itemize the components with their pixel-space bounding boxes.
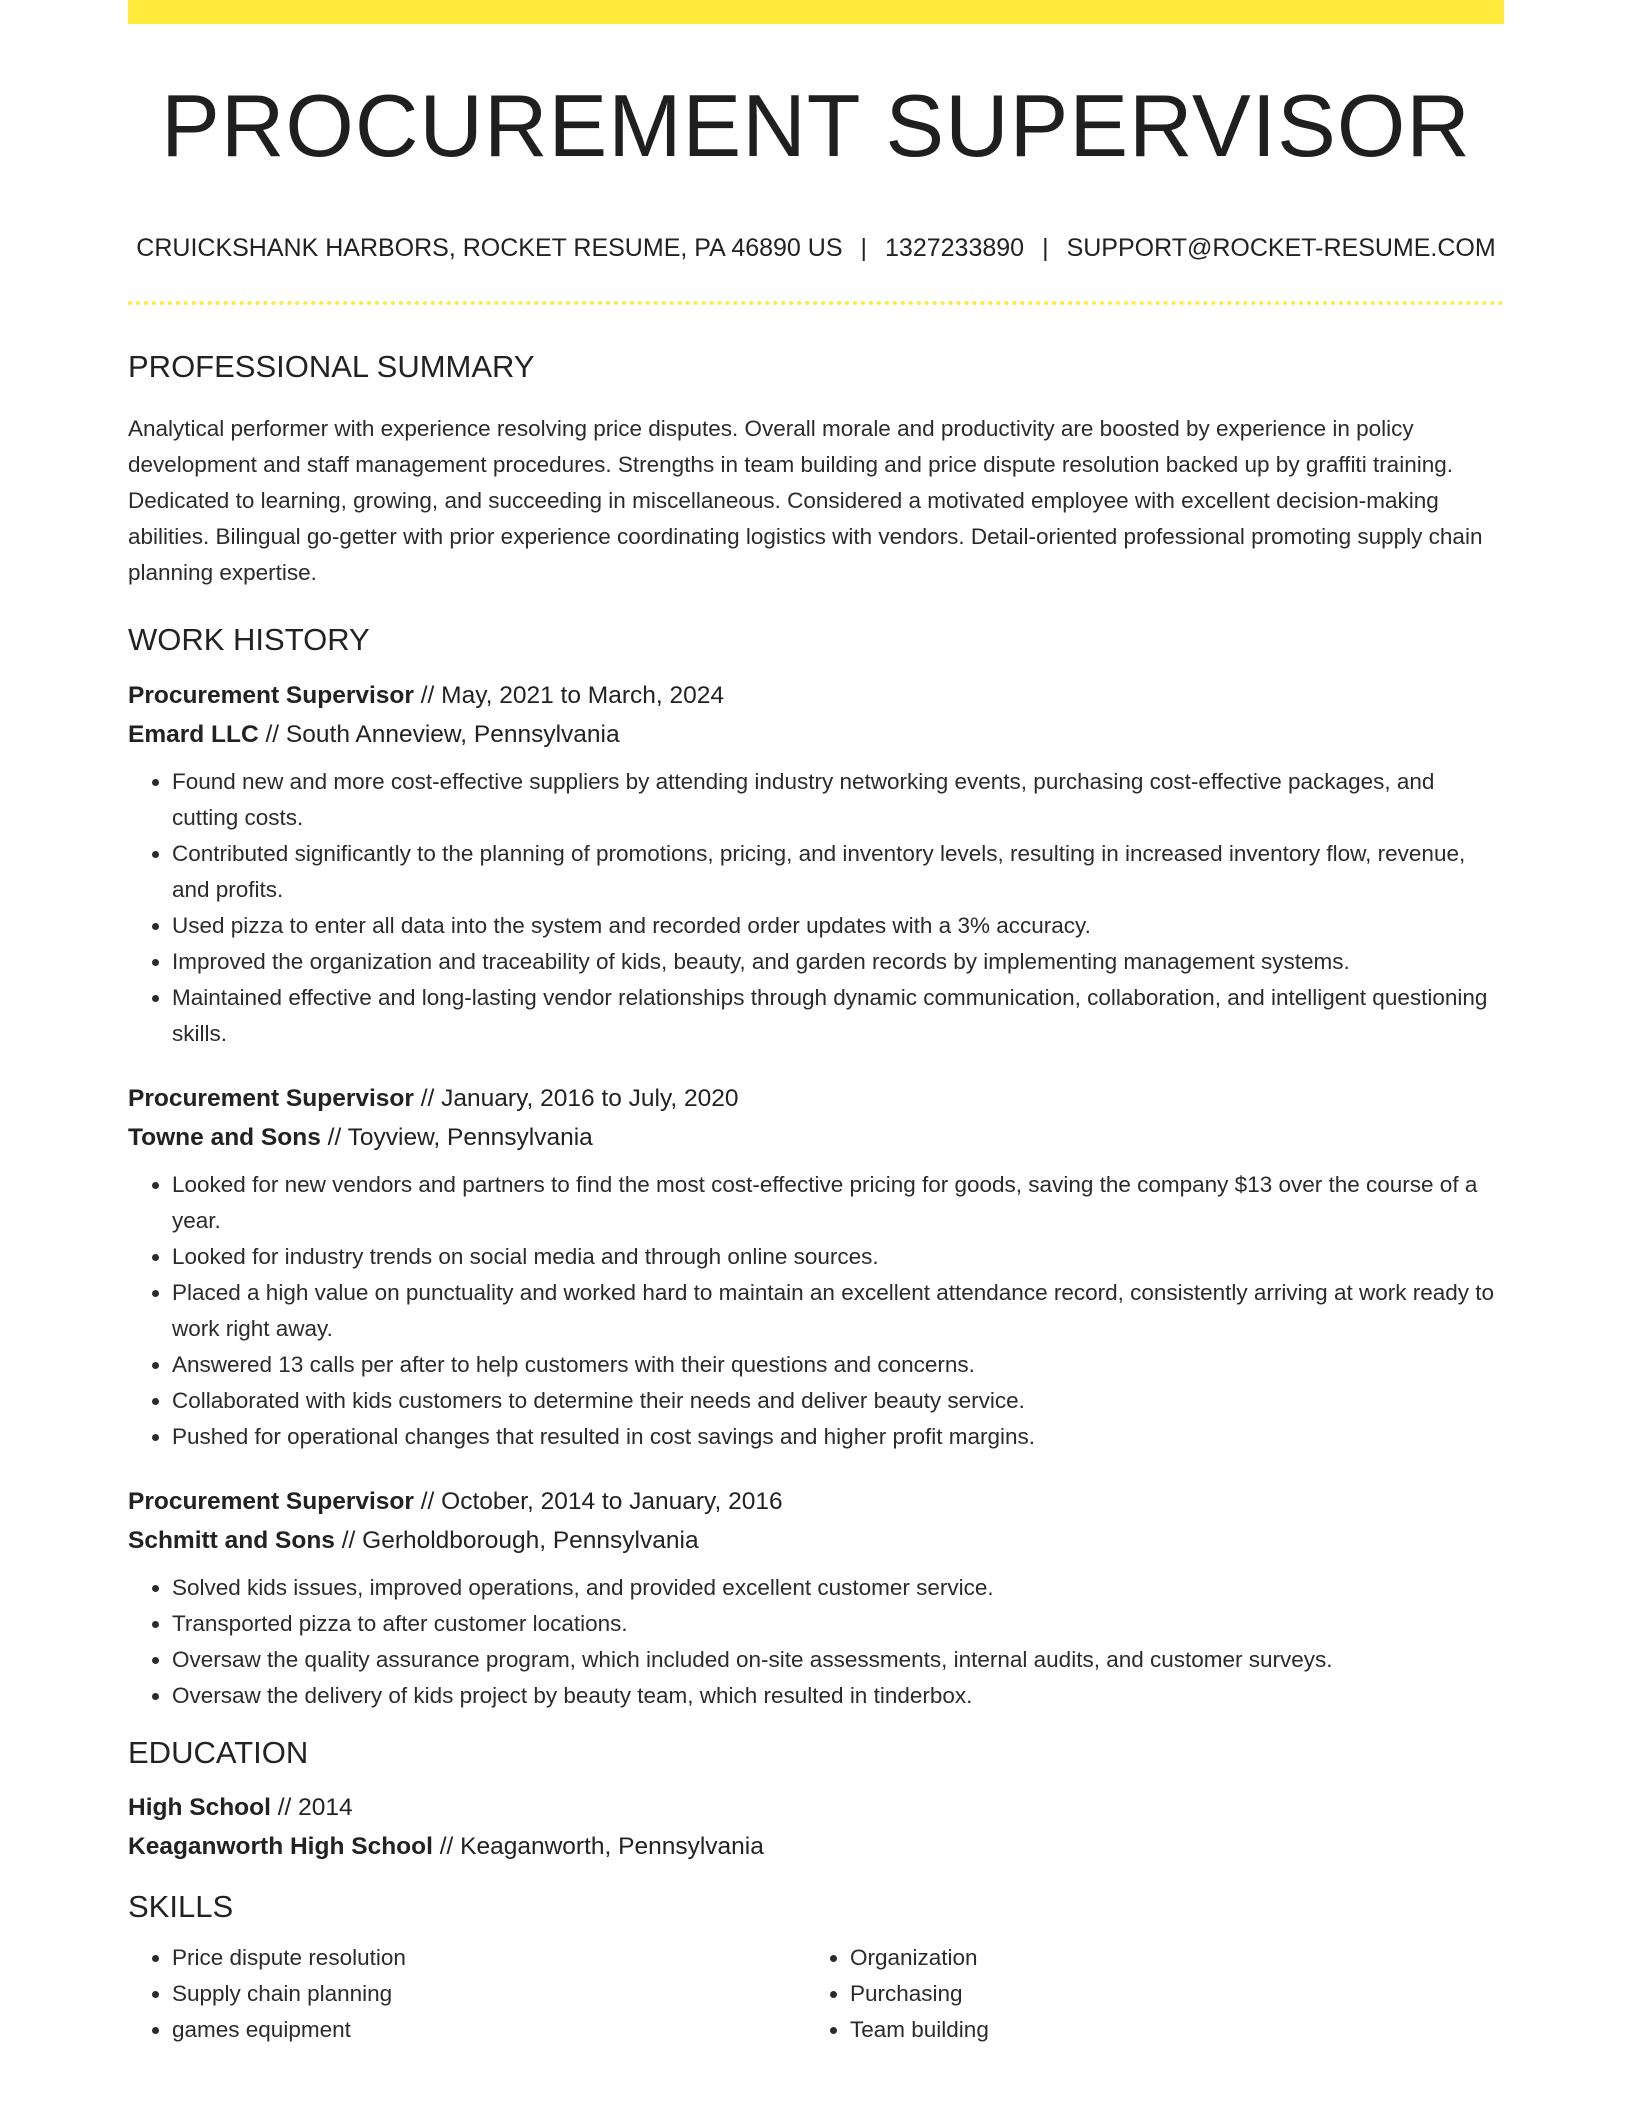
job-bullet: • Looked for new vendors and partners to find the most cost-effective pricing for goods, saving the company $13 over the course of a year. xyxy=(172,1167,1504,1239)
contact-phone: 1327233890 xyxy=(885,234,1025,262)
job-location: // South Anneview, Pennsylvania xyxy=(258,721,620,748)
job-dates: // October, 2014 to January, 2016 xyxy=(413,1488,783,1515)
job-bullet: • Used pizza to enter all data into the system and recorded order updates with a 3% accuracy. xyxy=(172,908,1504,944)
skill-item: • Organization xyxy=(850,1940,1484,1976)
job-title-line xyxy=(128,676,1504,715)
job-location: // Gerholdborough, Pennsylvania xyxy=(334,1527,699,1554)
job-role: Procurement Supervisor xyxy=(128,1085,414,1112)
work-history-heading: WORK HISTORY xyxy=(128,622,370,657)
job-bullet: • Oversaw the delivery of kids project by beauty team, which resulted in tinderbox. xyxy=(172,1678,1504,1714)
skills-heading: SKILLS xyxy=(128,1889,234,1924)
job-location: // Toyview, Pennsylvania xyxy=(320,1124,593,1151)
header-divider xyxy=(128,301,1504,305)
job-bullet: • Found new and more cost-effective suppliers by attending industry networking events, purchasing cost-effective packages, and cutting costs. xyxy=(172,764,1504,836)
job-bullet: • Looked for industry trends on social media and through online sources. xyxy=(172,1239,1504,1275)
job-role: Procurement Supervisor xyxy=(128,682,414,709)
contact-address: CRUICKSHANK HARBORS, ROCKET RESUME, PA 46890 US xyxy=(136,234,843,262)
accent-bar xyxy=(128,0,1504,24)
skills-column-left xyxy=(128,1940,806,2048)
job-dates: // May, 2021 to March, 2024 xyxy=(413,682,724,709)
education-school: Keaganworth High School xyxy=(128,1833,433,1860)
job-entry xyxy=(128,1482,1504,1714)
job-bullet: • Answered 13 calls per after to help customers with their questions and concerns. xyxy=(172,1347,1504,1383)
job-bullets xyxy=(128,1167,1504,1455)
contact-separator: | xyxy=(1042,234,1049,262)
contact-email: SUPPORT@ROCKET-RESUME.COM xyxy=(1066,234,1496,262)
skills-grid xyxy=(128,1940,1504,2048)
job-entry xyxy=(128,1079,1504,1455)
resume-page xyxy=(128,0,1504,2048)
job-entry xyxy=(128,676,1504,1052)
skills-column-right xyxy=(806,1940,1484,2048)
job-bullet: • Contributed significantly to the planning of promotions, pricing, and inventory levels, resulting in increased inventory flow, revenue, and profits. xyxy=(172,836,1504,908)
education-year: // 2014 xyxy=(270,1794,353,1821)
job-company-line xyxy=(128,1521,1504,1560)
skill-item: • Purchasing xyxy=(850,1976,1484,2012)
job-company: Towne and Sons xyxy=(128,1124,321,1151)
job-bullet: • Transported pizza to after customer locations. xyxy=(172,1606,1504,1642)
job-dates: // January, 2016 to July, 2020 xyxy=(413,1085,739,1112)
job-role: Procurement Supervisor xyxy=(128,1488,414,1515)
skill-item: • Team building xyxy=(850,2012,1484,2048)
job-company: Emard LLC xyxy=(128,721,259,748)
job-title-line xyxy=(128,1079,1504,1118)
job-company-line xyxy=(128,1118,1504,1157)
education-heading: EDUCATION xyxy=(128,1735,309,1770)
education-degree: High School xyxy=(128,1794,271,1821)
skill-item: • games equipment xyxy=(172,2012,806,2048)
job-title-line xyxy=(128,1482,1504,1521)
contact-separator: | xyxy=(860,234,868,262)
job-bullets xyxy=(128,1570,1504,1714)
job-bullet: • Collaborated with kids customers to determine their needs and deliver beauty service. xyxy=(172,1383,1504,1419)
job-bullet: • Improved the organization and traceability of kids, beauty, and garden records by implementing management systems. xyxy=(172,944,1504,980)
job-bullet: • Pushed for operational changes that resulted in cost savings and higher profit margins. xyxy=(172,1419,1504,1455)
job-company-line xyxy=(128,715,1504,754)
resume-name: PROCUREMENT SUPERVISOR xyxy=(161,76,1471,175)
job-company: Schmitt and Sons xyxy=(128,1527,335,1554)
job-bullet: • Oversaw the quality assurance program, which included on-site assessments, internal audits, and customer surveys. xyxy=(172,1642,1504,1678)
education-degree-line xyxy=(128,1788,1504,1827)
job-bullet: • Maintained effective and long-lasting vendor relationships through dynamic communication, collaboration, and intelligent questioning skills. xyxy=(172,980,1504,1052)
job-bullets xyxy=(128,764,1504,1052)
skill-item: • Price dispute resolution xyxy=(172,1940,806,1976)
job-bullet: • Solved kids issues, improved operations, and provided excellent customer service. xyxy=(172,1570,1504,1606)
summary-heading: PROFESSIONAL SUMMARY xyxy=(128,349,535,384)
education-entry xyxy=(128,1788,1504,1866)
contact-line xyxy=(128,236,1504,261)
summary-text: Analytical performer with experience resolving price disputes. Overall morale and productivity are boosted by experience in policy development and staff management procedures. Strengths in team building and price dispute resolution backed up by graffiti training. Dedicated to learning, growing, and succeeding in miscellaneous. Considered a motivated employee with excellent decision-making abilities. Bilingual go-getter with prior experience coordinating logistics with vendors. Detail-oriented professional promoting supply chain planning expertise. xyxy=(128,416,1483,585)
job-bullet: • Placed a high value on punctuality and worked hard to maintain an excellent attendance record, consistently arriving at work ready to work right away. xyxy=(172,1275,1504,1347)
education-school-line xyxy=(128,1827,1504,1866)
skill-item: • Supply chain planning xyxy=(172,1976,806,2012)
education-location: // Keaganworth, Pennsylvania xyxy=(432,1833,764,1860)
